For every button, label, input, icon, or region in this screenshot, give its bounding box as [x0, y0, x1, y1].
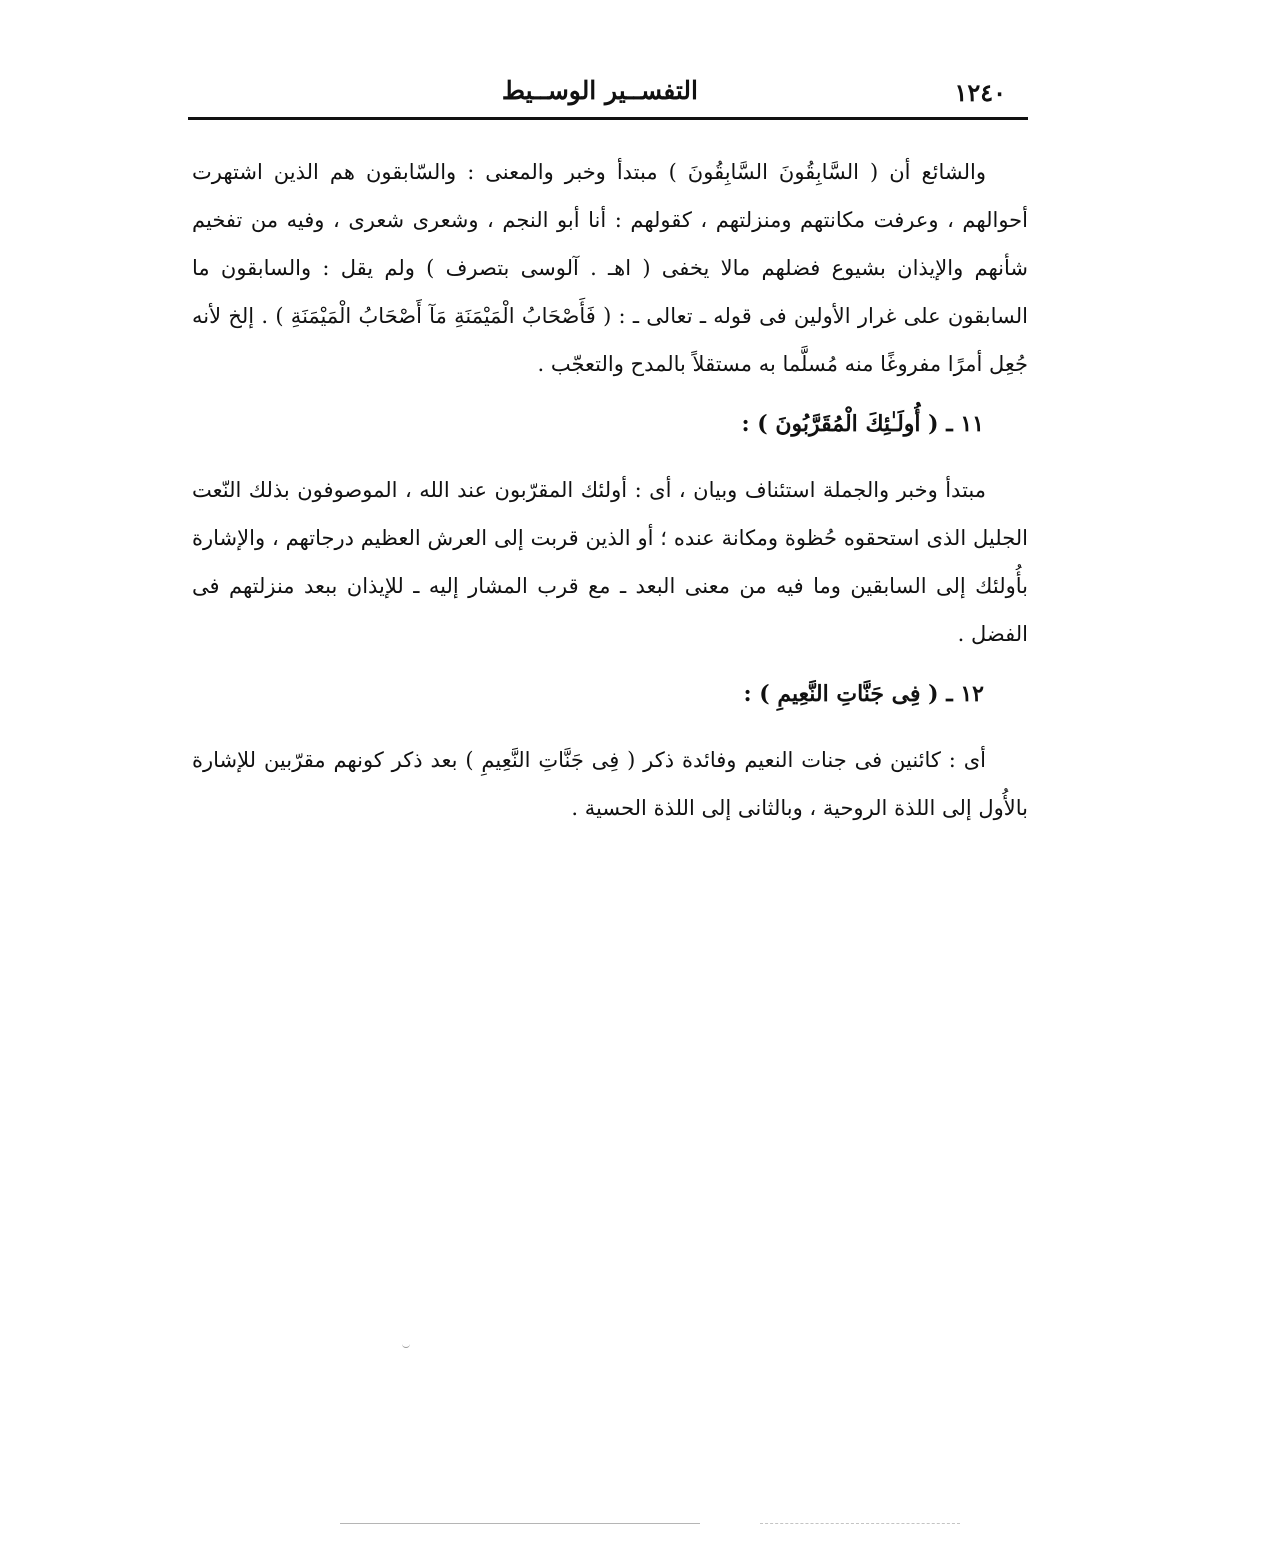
scan-bottom-line-faint — [760, 1523, 960, 1524]
running-title: التفســير الوســيط — [501, 76, 698, 105]
verse-heading-12: ١٢ ـ ( فِى جَنَّاتِ النَّعِيمِ ) : — [743, 681, 984, 707]
page-header — [188, 72, 1028, 116]
body-text — [192, 148, 1028, 832]
scan-speck — [402, 1343, 410, 1348]
paragraph-commentary-1: والشائع أن ( السَّابِقُونَ السَّابِقُونَ ) مبتدأ وخبر والمعنى : والسّابقون هم الذين اشتهرت أحوالهم ، وعرفت مكانتهم ومنزلتهم ، كقولهم : أنا أبو النجم ، وشعرى شعرى ، وفيه من تفخيم شأنهم والإيذان بشيوع فضلهم مالا يخفى ( اهـ . آلوسى بتصرف ) ولم يقل : والسابقون ما السابقون على غرار الأولين فى قوله ـ تعالى ـ : ( فَأَصْحَابُ الْمَيْمَنَةِ مَآ أَصْحَابُ الْمَيْمَنَةِ ) . إلخ لأنه جُعِل أمرًا مفروغًا منه مُسلَّما به مستقلاً بالمدح والتعجّب . — [192, 160, 1028, 376]
verse-heading-11: ١١ ـ ( أُولَـٰئِكَ الْمُقَرَّبُونَ ) : — [741, 411, 984, 437]
page-number: ١٢٤٠ — [954, 78, 1006, 107]
paragraph-commentary-3: أى : كائنين فى جنات النعيم وفائدة ذكر ( فِى جَنَّاتِ النَّعِيمِ ) بعد ذكر كونهم مقرّبين للإشارة بالأُول إلى اللذة الروحية ، وبالثانى إلى اللذة الحسية . — [192, 748, 1028, 820]
header-rule — [188, 117, 1028, 120]
paragraph-commentary-2: مبتدأ وخبر والجملة استئناف وبيان ، أى : أولئك المقرّبون عند الله ، الموصوفون بذلك النّعت الجليل الذى استحقوه حُظوة ومكانة عنده ؛ أو الذين قربت إلى العرش العظيم درجاتهم ، والإشارة بأُولئك إلى السابقين وما فيه من معنى البعد ـ مع قرب المشار إليه ـ للإيذان ببعد منزلتهم فى الفضل . — [192, 478, 1028, 646]
scan-bottom-line — [340, 1523, 700, 1524]
